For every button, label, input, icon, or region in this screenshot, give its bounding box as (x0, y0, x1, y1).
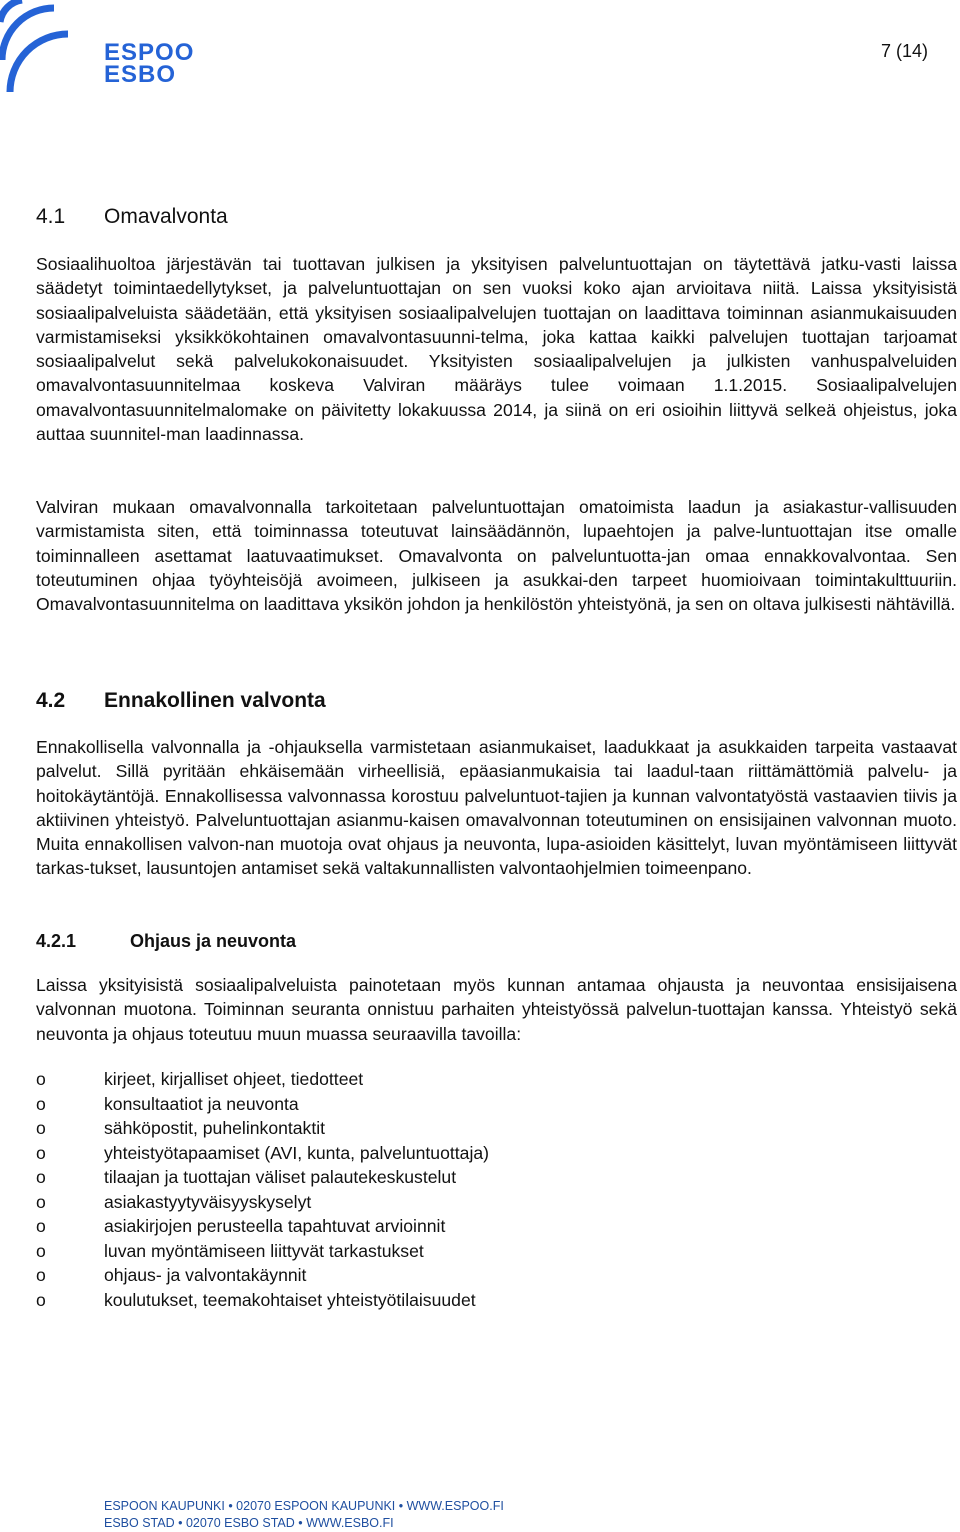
list-item (36, 1116, 489, 1141)
footer-line-esbo: ESBO STAD • 02070 ESBO STAD • WWW.ESBO.FI (104, 1516, 394, 1530)
heading-4-2 (36, 688, 326, 714)
bullet-marker: o (36, 1142, 46, 1163)
list-item-text: yhteistyötapaamiset (AVI, kunta, palveluntuottaja) (104, 1142, 489, 1163)
heading-title: Ennakollinen valvonta (104, 689, 326, 712)
bullet-marker: o (36, 1167, 46, 1187)
list-item-text: tilaajan ja tuottajan väliset palautekeskustelut (104, 1167, 457, 1187)
bullet-marker: o (36, 1118, 46, 1138)
logo-text-espoo: ESPOO (104, 39, 195, 66)
heading-title: Omavalvonta (104, 205, 228, 228)
heading-number: 4.2 (36, 689, 66, 712)
footer-line-espoo: ESPOON KAUPUNKI • 02070 ESPOON KAUPUNKI • WWW.ESPOO.FI (104, 1499, 504, 1513)
paragraph-ennakollinen-valvonta: Ennakollisella valvonnalla ja -ohjauksella varmistetaan asianmukaiset, laadukkaat ja asukkaiden tarpeita vastaavat palvelut. Sillä pyritään ehkäisemään virheellisiä, epäasianmukaisia tai laadul-taan riittämättömiä palvelu- ja hoitokäytäntöjä. Ennakollisessa valvonnassa korostuu palveluntuot-tajien ja kunnan valvontatyöstä vastaavien tiivis ja aktiivinen yhteistyö. Palveluntuottajan asianmu-kaisen omavalvonnan toteutuminen on ensisijainen valvonnan muoto. Muita ennakollisen valvon-nan muotoja ovat ohjaus ja neuvonta, lupa-asioiden käsittelyt, luvan myöntämiseen liittyvät tarkas-tukset, lausuntojen antamiset sekä valtakunnallisten valvontaohjelmien toimeenpano. (36, 737, 957, 879)
bullet-marker: o (36, 1093, 46, 1114)
list-item (36, 1141, 489, 1166)
list-item (36, 1165, 489, 1190)
list-item-text: kirjeet, kirjalliset ohjeet, tiedotteet (104, 1069, 364, 1089)
page-number: 7 (14) (880, 41, 928, 61)
list-item-text: luvan myöntämiseen liittyvät tarkastukset (104, 1240, 424, 1261)
list-item (36, 1214, 489, 1239)
bullet-marker: o (36, 1069, 46, 1089)
list-item (36, 1288, 489, 1313)
logo-text-esbo: ESBO (104, 61, 177, 88)
espoo-logo (0, 0, 200, 92)
list-item-text: konsultaatiot ja neuvonta (104, 1093, 299, 1114)
list-item (36, 1092, 489, 1117)
list-item-text: asiakastyytyväisyyskyselyt (104, 1191, 312, 1212)
paragraph-omavalvonta-2: Valviran mukaan omavalvonnalla tarkoitetaan palveluntuottajan omatoimista laadun ja asiakastur-vallisuuden varmistamista siten, että toiminnassa toteutuvat lainsäädännön, lupaehtojen ja palve-luntuottajan itse omalle toiminnalleen asettamat laatuvaatimukset. Omavalvonta on palveluntuotta-jan omaa ennakkovalvontaa. Sen toteutuminen ohjaa työyhteisöjä avoimeen, julkiseen ja asukkai-den tarpeet huomioivaan toimintakulttuuriin. Omavalvontasuunnitelma on laadittava yksikön johdon ja henkilöstön yhteistyönä, ja sen on oltava julkisesti nähtävillä. (36, 497, 957, 615)
list-item (36, 1263, 489, 1288)
list-item (36, 1067, 489, 1092)
list-item (36, 1239, 489, 1264)
paragraph-omavalvonta-1: Sosiaalihuoltoa järjestävän tai tuottavan julkisen ja yksityisen palveluntuottajan on täytettävä jatku-vasti laissa säädetyt toimintaedellytykset, ja palveluntuottajan on sen vuoksi koko ajan arvioitava niitä. Laissa yksityisistä sosiaalipalveluista säädetään, että yksityisen sosiaalipalvelujen tuottajan on laadittava toiminnan asianmukaisuuden varmistamiseksi yksikkökohtainen omavalvontasuunni-telma, joka kattaa kaikki palvelujen tuottajan tarjoamat sosiaalipalvelut sekä palvelukokonaisuudet. Yksityisten sosiaalipalvelujen ja julkisten vanhuspalveluiden omavalvontasuunnitelmaa koskeva Valviran määräys tulee voimaan 1.1.2015. Sosiaalipalvelujen omavalvontasuunnitelmalomake on päivitetty lokakuussa 2014, ja siinä on eri osioihin liittyvä selkeä ohjeistus, joka auttaa suunnitel-man laadinnassa. (36, 254, 957, 445)
bullet-marker: o (36, 1265, 46, 1285)
heading-number: 4.1 (36, 205, 66, 228)
list-item-text: ohjaus- ja valvontakäynnit (104, 1265, 307, 1285)
logo-arcs-icon (0, 0, 100, 92)
bullet-marker: o (36, 1240, 46, 1261)
list-item (36, 1190, 489, 1215)
bullet-marker: o (36, 1289, 46, 1310)
heading-number: 4.2.1 (36, 931, 77, 951)
list-item-text: asiakirjojen perusteella tapahtuvat arvioinnit (104, 1216, 446, 1236)
list-item-text: koulutukset, teemakohtaiset yhteistyötilaisuudet (104, 1289, 476, 1310)
heading-title: Ohjaus ja neuvonta (130, 931, 297, 951)
heading-4-1 (36, 204, 228, 230)
cooperation-methods-list (36, 1067, 489, 1312)
bullet-marker: o (36, 1191, 46, 1212)
list-item-text: sähköpostit, puhelinkontaktit (104, 1118, 326, 1138)
paragraph-ohjaus-ja-neuvonta: Laissa yksityisistä sosiaalipalveluista painotetaan myös kunnan antamaa ohjausta ja neuvontaa ensisijaisena valvonnan muotona. Toiminnan seuranta onnistuu parhaiten yhteistyössä palvelun-tuottajan kanssa. Yhteistyö sekä neuvonta ja ohjaus toteutuu muun muassa seuraavilla tavoilla: (36, 975, 957, 1044)
bullet-marker: o (36, 1216, 46, 1236)
heading-4-2-1 (36, 930, 296, 952)
page-footer (104, 1498, 504, 1532)
